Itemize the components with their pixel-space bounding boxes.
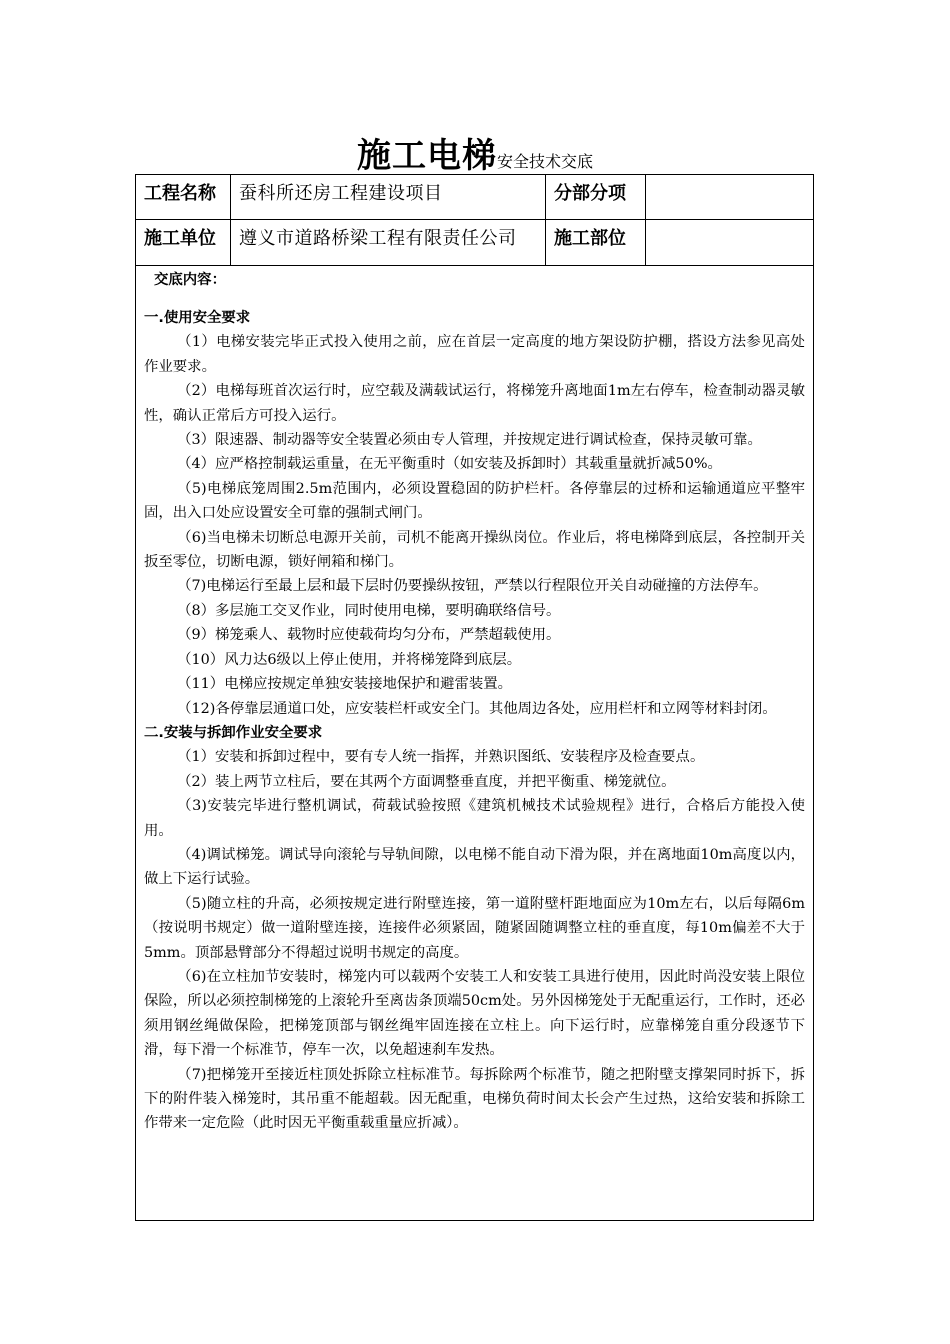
section-title-usage: 一.使用安全要求 bbox=[144, 310, 251, 326]
paragraph: （8）多层施工交叉作业，同时使用电梯，要明确联络信号。 bbox=[177, 602, 561, 619]
page-title bbox=[0, 128, 950, 177]
paragraph: （5)电梯底笼周围2.5m范围内，必须设置稳固的防护栏杆。各停靠层的过桥和运输通道应平整牢固，出入口处应设置安全可靠的强制式闸门。 bbox=[144, 480, 805, 522]
paragraph: （7)把梯笼开至接近柱顶处拆除立柱标准节。每拆除两个标准节，随之把附壁支撑架同时拆下，拆下的附件装入梯笼时，其吊重不能超载。因无配重，电梯负荷时间太长会产生过热，这给安装和拆除工作带来一定危险（此时因无平衡重载重量应折减）。 bbox=[144, 1066, 805, 1132]
title-sub: 安全技术交底 bbox=[496, 152, 593, 171]
disclosure-content bbox=[136, 268, 813, 1136]
paragraph: （4）应严格控制载运重量，在无平衡重时（如安装及拆卸时）其载重量就折减50%。 bbox=[177, 456, 722, 473]
paragraph: （11）电梯应按规定单独安装接地保护和避雷装置。 bbox=[177, 676, 513, 693]
content-label: 交底内容： bbox=[154, 272, 226, 288]
construction-unit-label: 施工单位 bbox=[136, 220, 231, 265]
paragraph: （2）装上两节立柱后，要在其两个方面调整垂直度，并把平衡重、梯笼就位。 bbox=[177, 773, 676, 790]
header-row-project bbox=[136, 175, 813, 220]
construction-unit-value: 遵义市道路桥梁工程有限责任公司 bbox=[231, 220, 546, 265]
paragraph: （10）风力达6级以上停止使用，并将梯笼降到底层。 bbox=[177, 651, 522, 668]
paragraph: （2）电梯每班首次运行时，应空载及满载试运行，将梯笼升离地面1m左右停车，检查制动器灵敏性，确认正常后方可投入运行。 bbox=[144, 383, 805, 424]
disclosure-form bbox=[135, 174, 814, 1221]
paragraph: （6)当电梯未切断总电源开关前，司机不能离开操纵岗位。作业后，将电梯降到底层，各控制开关扳至零位，切断电源，锁好闸箱和梯门。 bbox=[144, 529, 805, 571]
paragraph: （1）电梯安装完毕正式投入使用之前，应在首层一定高度的地方架设防护棚，搭设方法参见高处作业要求。 bbox=[144, 334, 805, 375]
paragraph: （12)各停靠层通道口处，应安装栏杆或安全门。其他周边各处，应用栏杆和立网等材料封闭。 bbox=[177, 700, 777, 717]
paragraph: （3）限速器、制动器等安全装置必须由专人管理，并按规定进行调试检查，保持灵敏可靠。 bbox=[177, 432, 762, 449]
header-row-unit bbox=[136, 220, 813, 266]
paragraph: （5)随立柱的升高，必须按规定进行附壁连接，第一道附壁杆距地面应为10m左右，以后每隔6m（按说明书规定）做一道附壁连接，连接件必须紧固，随紧固随调整立柱的垂直度，每10m偏差不大于5mm。顶部悬臂部分不得超过说明书规定的高度。 bbox=[144, 895, 805, 961]
paragraph: （9）梯笼乘人、载物时应使载荷均匀分布，严禁超载使用。 bbox=[177, 627, 561, 644]
paragraph: （3)安装完毕进行整机调试，荷载试验按照《建筑机械技术试验规程》进行，合格后方能投入使用。 bbox=[144, 798, 805, 839]
sub-item-value bbox=[646, 175, 813, 219]
construction-part-value bbox=[646, 220, 813, 265]
paragraph: （7)电梯运行至最上层和最下层时仍要操纵按钮，严禁以行程限位开关自动碰撞的方法停车。 bbox=[177, 578, 768, 595]
paragraph: （4)调试梯笼。调试导向滚轮与导轨间隙，以电梯不能自动下滑为限，并在离地面10m高度以内，做上下运行试验。 bbox=[144, 846, 805, 888]
section-title-install: 二.安装与拆卸作业安全要求 bbox=[144, 724, 323, 741]
project-name-label: 工程名称 bbox=[136, 175, 231, 219]
paragraph: （1）安装和拆卸过程中，要有专人统一指挥，并熟识图纸、安装程序及检查要点。 bbox=[177, 749, 705, 766]
project-name-value: 蚕科所还房工程建设项目 bbox=[231, 175, 546, 219]
title-main: 施工电梯 bbox=[356, 136, 497, 176]
paragraph: （6)在立柱加节安装时，梯笼内可以载两个安装工人和安装工具进行使用，因此时尚没安装上限位保险，所以必须控制梯笼的上滚轮升至离齿条顶端50cm处。另外因梯笼处于无配重运行，工作时，还必须用钢丝绳做保险，把梯笼顶部与钢丝绳牢固连接在立柱上。向下运行时，应靠梯笼自重分段逐节下滑，每下滑一个标准节，停车一次，以免超速刹车发热。 bbox=[144, 968, 805, 1059]
construction-part-label: 施工部位 bbox=[546, 220, 646, 265]
sub-item-label: 分部分项 bbox=[546, 175, 646, 219]
